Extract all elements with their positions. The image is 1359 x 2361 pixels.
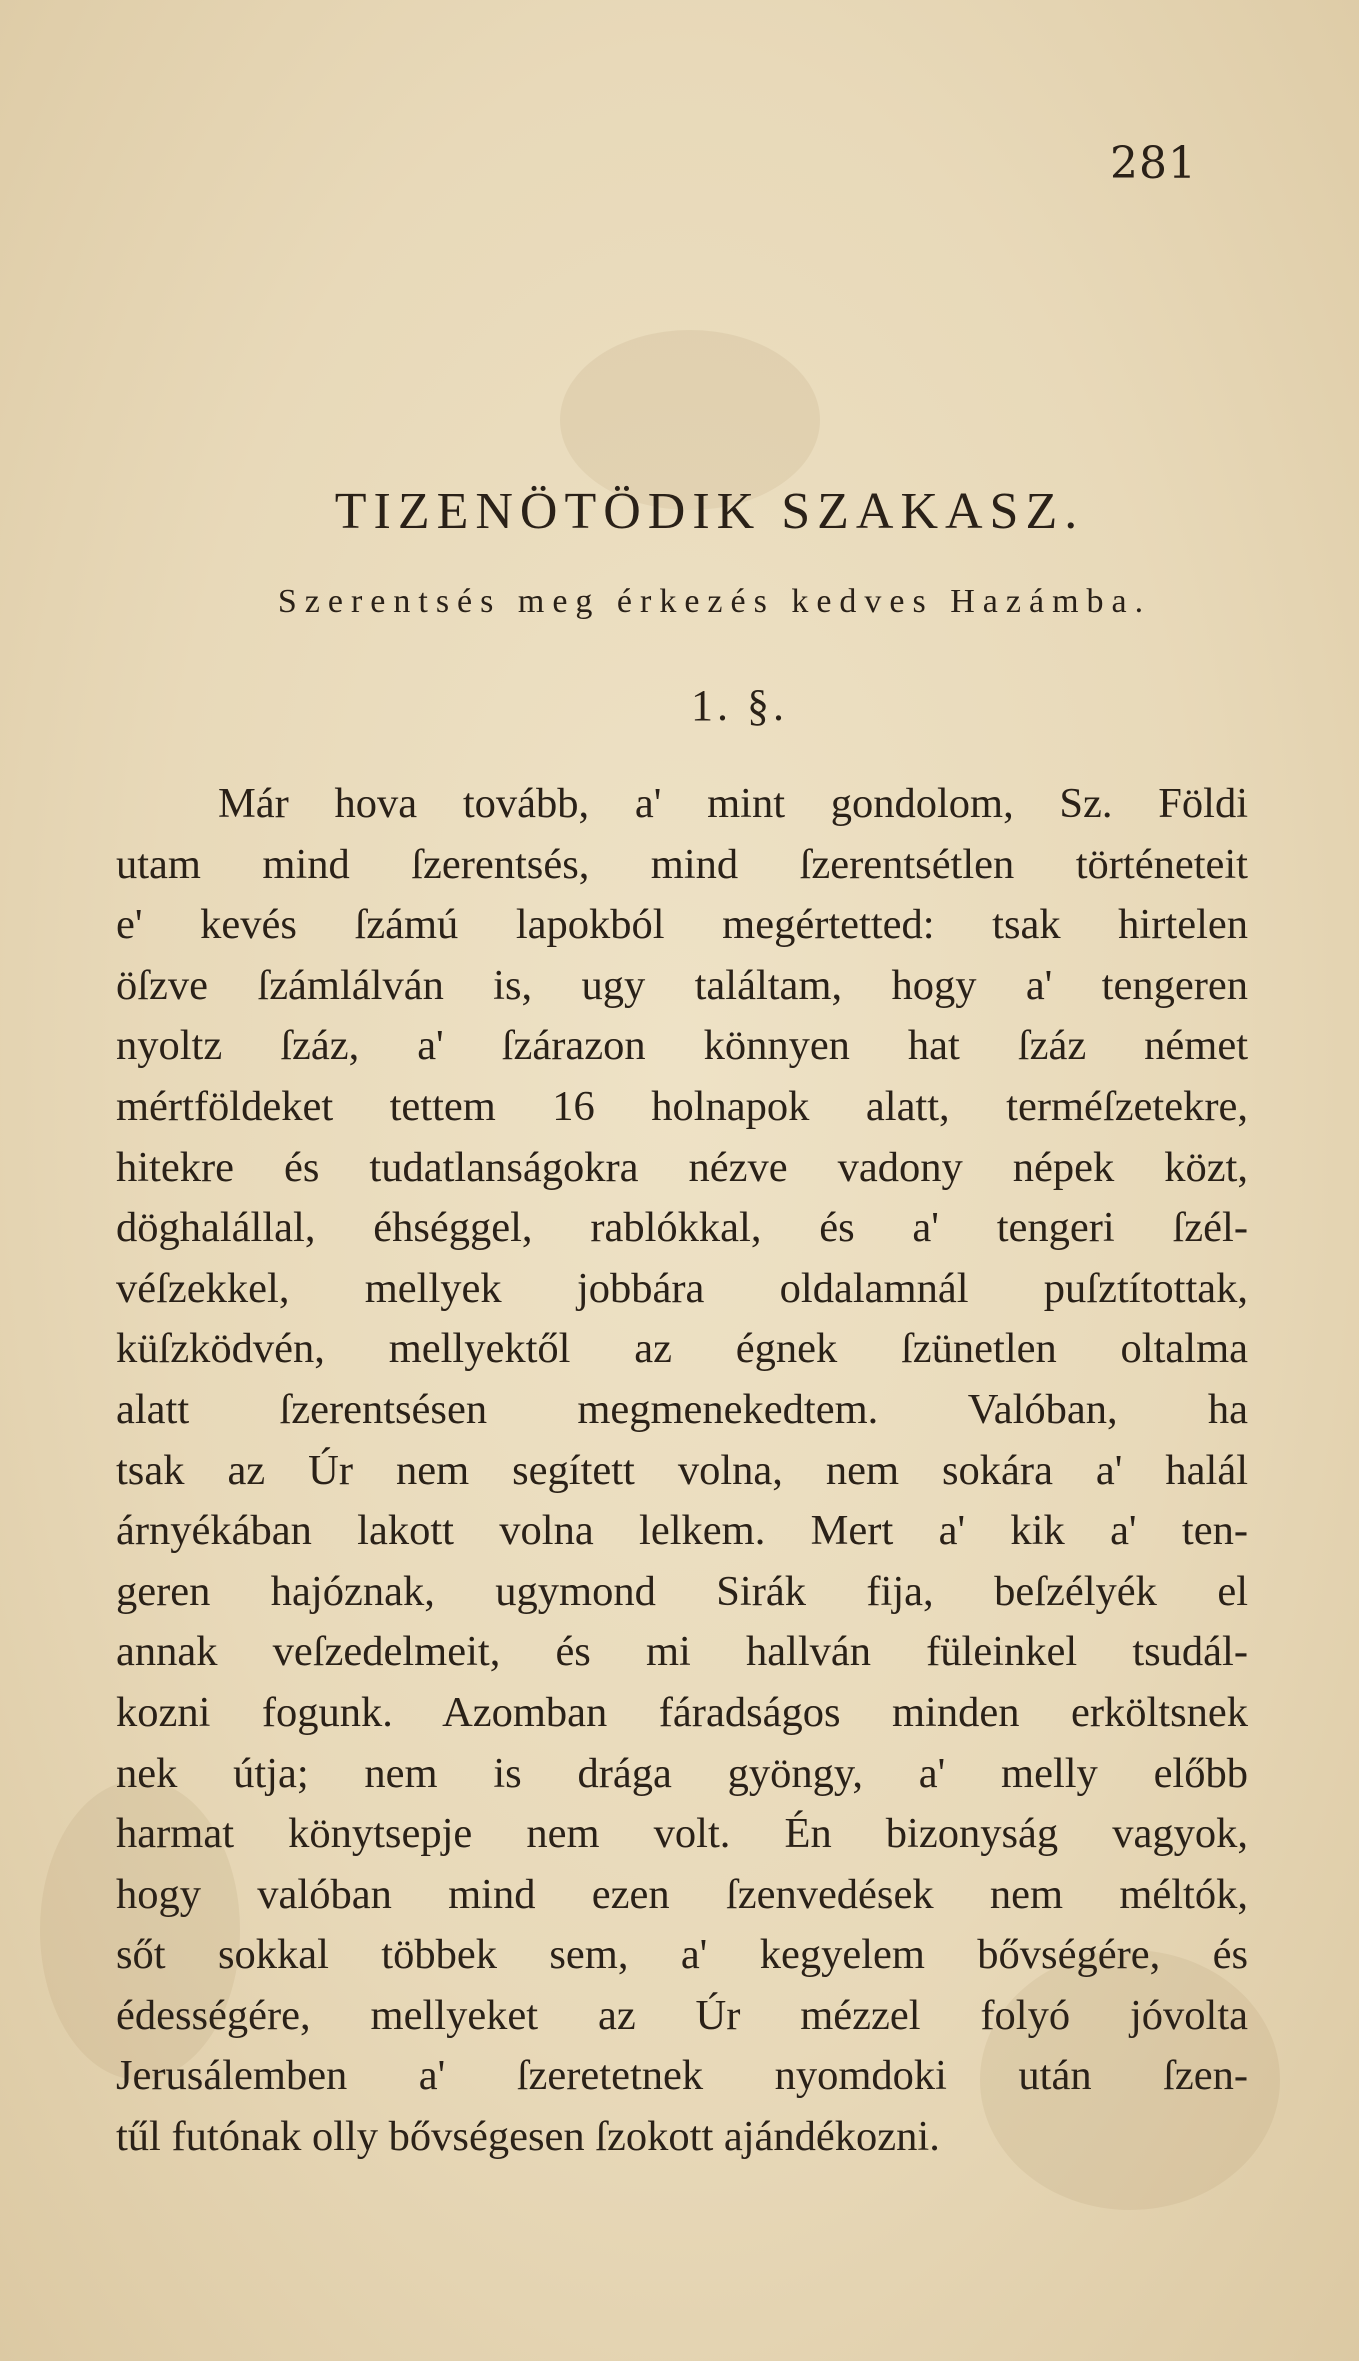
text-line: Jerusálemben a' ſzeretetnek nyomdoki után ſzen- [116,2052,1248,2100]
text-line: tűl futónak olly bővségesen ſzokott ajándékozni. [116,2113,940,2161]
text-line: döghalállal, éhséggel, rablókkal, és a' tengeri ſzél- [116,1204,1248,1252]
text-line: alatt ſzerentsésen megmenekedtem. Valóban, ha [116,1385,1248,1433]
text-line: nyoltz ſzáz, a' ſzárazon könnyen hat ſzáz német [116,1022,1248,1070]
text-line: sőt sokkal többek sem, a' kegyelem bővségére, és [116,1931,1248,1979]
text-line: annak veſzedelmeit, és mi hallván füleinkel tsudál- [116,1628,1248,1676]
text-line: öſzve ſzámlálván is, ugy találtam, hogy a' tengeren [116,961,1248,1009]
text-line: hogy valóban mind ezen ſzenvedések nem méltók, [116,1870,1248,1918]
text-line: mértföldeket tettem 16 holnapok alatt, terméſzetekre, [116,1082,1248,1130]
text-line: árnyékában lakott volna lelkem. Mert a' kik a' ten- [116,1507,1248,1555]
text-line: hitekre és tudatlanságokra nézve vadony népek közt, [116,1143,1248,1191]
page-number: 281 [1110,138,1197,189]
text-line: geren hajóznak, ugymond Sirák fija, beſzélyék el [116,1567,1248,1615]
text-line: véſzekkel, mellyek jobbára oldalamnál puſztítottak, [116,1264,1248,1312]
section-mark: 1. §. [691,681,788,730]
body-text [116,774,1248,2168]
text-line: utam mind ſzerentsés, mind ſzerentsétlen történeteit [116,840,1248,888]
text-line: küſzködvén, mellyektől az égnek ſzünetlen oltalma [116,1325,1248,1373]
chapter-subtitle: Szerentsés meg érkezés kedves Hazámba. [277,583,1152,620]
text-line: Már hova tovább, a' mint gondolom, Sz. Földi [218,780,1248,827]
text-line: e' kevés ſzámú lapokból megértetted: tsak hirtelen [116,901,1248,949]
text-line: kozni fogunk. Azomban fáradságos minden erköltsnek [116,1688,1248,1736]
text-line: nek útja; nem is drága gyöngy, a' melly előbb [116,1749,1248,1797]
text-line: tsak az Úr nem segített volna, nem sokára a' halál [116,1446,1248,1494]
text-line: édességére, mellyeket az Úr mézzel folyó jóvolta [116,1991,1248,2039]
chapter-title: TIZENÖTÖDIK SZAKASZ. [334,483,1085,540]
text-line: harmat könytsepje nem volt. Én bizonyság vagyok, [116,1810,1248,1858]
